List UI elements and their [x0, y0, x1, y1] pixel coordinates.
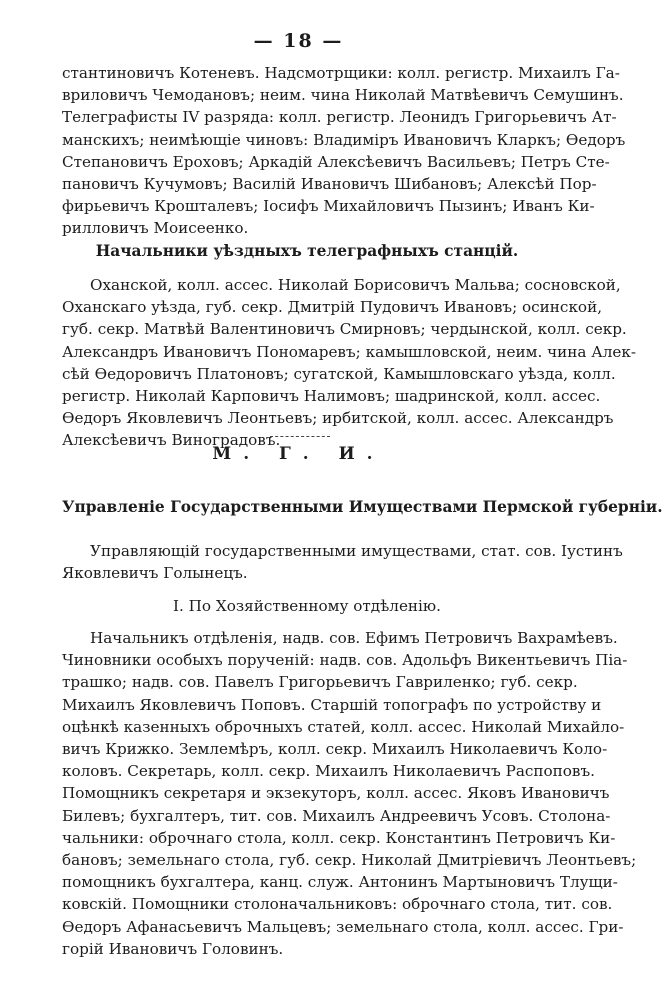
text-line: Управляющій государственными имуществами, стат. сов. Іустинъ: [90, 542, 623, 560]
manager-paragraph: [62, 540, 623, 584]
text-line: помощникъ бухгалтера, канц. служ. Антонинъ Мартыновичъ Тлущи-: [62, 873, 618, 892]
section-heading-state-property: Управленіе Государственными Имуществами Пермской губерніи.: [62, 498, 663, 516]
text-line: оцѣнкѣ казенныхъ оброчныхъ статей, колл. ассес. Николай Михайло-: [62, 717, 625, 736]
text-line: Яковлевичъ Голынецъ.: [62, 564, 248, 583]
text-line: вичъ Крижко. Землемѣръ, колл. секр. Михаилъ Николаевичъ Коло-: [62, 740, 608, 759]
text-line: Оханской, колл. ассес. Николай Борисовичъ Мальва; сосновской,: [90, 276, 621, 294]
text-line: ковскій. Помощники столоначальниковъ: оброчнаго стола, тит. сов.: [62, 895, 613, 914]
text-line: сѣй Ѳедоровичъ Платоновъ; сугатской, Камышловскаго уѣзда, колл.: [62, 364, 616, 383]
text-line: Степановичъ Ероховъ; Аркадій Алексѣевичъ Васильевъ; Петръ Сте-: [62, 152, 610, 171]
text-line: коловъ. Секретарь, колл. секр. Михаилъ Николаевичъ Распоповъ.: [62, 762, 595, 781]
text-line: горій Ивановичъ Головинъ.: [62, 939, 284, 958]
text-line: манскихъ; неимѣющіе чиновъ: Владиміръ Ивановичъ Кларкъ; Ѳедоръ: [62, 130, 626, 149]
station-chiefs-paragraph: [62, 274, 637, 452]
text-line: Алексѣевичъ Виноградовъ.: [62, 431, 281, 450]
text-line: бановъ; земельнаго стола, губ. секр. Николай Дмитріевичъ Леонтьевъ;: [62, 851, 637, 870]
text-line: стантиновичъ Котеневъ. Надсмотрщики: колл. регистр. Михаилъ Га-: [62, 64, 620, 82]
text-line: регистр. Николай Карповичъ Налимовъ; шадринской, колл. ассес.: [62, 387, 601, 406]
economic-department-paragraph: [62, 627, 637, 960]
text-line: губ. секр. Матвѣй Валентиновичъ Смирновъ; чердынской, колл. секр.: [62, 320, 627, 339]
text-line: Александръ Ивановичъ Пономаревъ; камышловской, неим. чина Алек-: [62, 342, 637, 361]
text-line: чальники: оброчнаго стола, колл. секр. Константинъ Петровичъ Ки-: [62, 828, 616, 847]
page-number: — 18 —: [253, 30, 344, 52]
section-divider: [270, 436, 330, 438]
text-line: рилловичъ Моисеенко.: [62, 219, 249, 238]
section-mark: М. Г. И.: [212, 444, 385, 464]
text-line: Чиновники особыхъ порученій: надв. сов. Адольфъ Викентьевичъ Піа-: [62, 651, 628, 670]
text-line: пановичъ Кучумовъ; Василій Ивановичъ Шибановъ; Алексѣй Пор-: [62, 175, 597, 194]
text-line: Оханскаго уѣзда, губ. секр. Дмитрій Пудовичъ Ивановъ; осинской,: [62, 298, 603, 317]
text-line: Ѳедоръ Афанасьевичъ Мальцевъ; земельнаго стола, колл. ассес. Гри-: [62, 917, 624, 936]
text-line: Билевъ; бухгалтеръ, тит. сов. Михаилъ Андреевичъ Усовъ. Столона-: [62, 806, 611, 825]
text-line: трашко; надв. сов. Павелъ Григорьевичъ Гавриленко; губ. секр.: [62, 673, 578, 692]
text-line: Начальникъ отдѣленія, надв. сов. Ефимъ Петровичъ Вахрамѣевъ.: [90, 629, 618, 647]
text-line: Михаилъ Яковлевичъ Поповъ. Старшій топографъ по устройству и: [62, 695, 602, 714]
subsection-heading-block: [62, 595, 552, 617]
text-line: фирьевичъ Крошталевъ; Іосифъ Михайловичъ Пызинъ; Иванъ Ки-: [62, 197, 595, 216]
subsection-heading: I. По Хозяйственному отдѣленію.: [173, 597, 441, 615]
text-line: вриловичъ Чемодановъ; неим. чина Николай Матвѣевичъ Семушинъ.: [62, 86, 624, 105]
telegraph-staff-paragraph: [62, 62, 626, 240]
text-line: Помощникъ секретаря и экзекуторъ, колл. ассес. Яковъ Ивановичъ: [62, 784, 610, 803]
section-heading-telegraph-stations: Начальники уѣздныхъ телеграфныхъ станцій.: [95, 242, 519, 260]
text-line: Ѳедоръ Яковлевичъ Леонтьевъ; ирбитской, колл. ассес. Александръ: [62, 409, 614, 428]
text-line: Телеграфисты IV разряда: колл. регистр. Леонидъ Григорьевичъ Ат-: [62, 108, 617, 127]
